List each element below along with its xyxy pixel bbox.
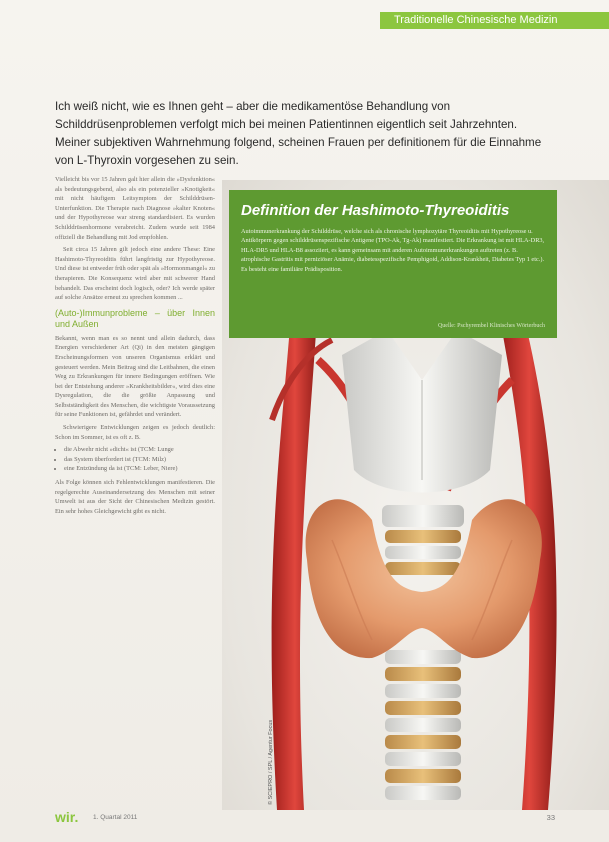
body-paragraph-3: Bekannt, wenn man es so nennt und allein dadurch, dass Energien verschiedener Art (Qi) in den meisten gängigen Erscheinungsformen von unseren Organismus erklärt und gesteuert werden. Mein Beitrag sind die Leitbahnen, die einen Weg zu Erkrankungen für innere Bedingungen eröffnen. Wie bei der Entstehung anderer »Krankheitsbilder«, wird dies eine Dysregulation, die die größte Anpassung und Selbstständigkeit des Menschen, die wichtigste Voraussetzung für seine Funktionen ist, gefährdet und verändert.	[55, 334, 215, 419]
definition-box	[229, 190, 557, 338]
page-footer	[55, 809, 555, 827]
definition-source: Quelle: Pschyrembel Klinisches Wörterbuch	[437, 323, 545, 329]
bullet-item: • eine Entzündung da ist (TCM: Leber, Niere)	[64, 464, 215, 474]
page-number: 33	[546, 813, 555, 822]
bullet-item: • die Abwehr nicht »dicht« ist (TCM: Lunge	[64, 445, 215, 455]
body-paragraph-4: Schwierigere Entwicklungen zeigen es jedoch deutlich: Schon im Sommer, ist es oft z. B.	[55, 424, 215, 441]
image-credit-text: © SCIEPRO / SPL / Agentur Focus	[268, 719, 274, 805]
issue-label: 1. Quartal 2011	[93, 814, 138, 821]
bullet-list	[55, 445, 215, 474]
body-paragraph-5: Als Folge können sich Fehlentwicklungen manifestieren. Die regelgerechte Auseinandersetzung des Menschen mit seiner Umwelt ist aus der Sicht der Chinesischen Medizin gestört. Ein sehr hohes Gleichgewicht gibt es nicht.	[55, 479, 215, 515]
body-paragraph-1: Vielleicht bis vor 15 Jahren galt hier allein die »Dysfunktion« als bedeutungsgebend, also als ein potenzieller »Knotigkeit« mit nicht häufigem Leitsymptom der Schilddrüsen-Unterfunktion. Die Therapie nach Diagnose »kalter Knoten« und der Hypothyreose war streng standardisiert. Es wurden Schilddrüsenhormone verabreicht. Zudem wurde seit 1984 offiziell die Behandlung mit Jod empfohlen.	[55, 176, 215, 241]
image-credit	[268, 695, 278, 805]
left-column	[55, 175, 215, 519]
definition-text: Autoimmunerkrankung der Schilddrüse, welche sich als chronische lymphozytäre Thyreoiditis mit Hypothyreose u. Antikörpern gegen schilddrüsenspezifische Antigene (TPO-Ak, Tg-Ak) manifestiert. Die Erkrankung ist mit HLA-DR3, HLA-DR5 und HLA-B8 assoziiert, es kann gemeinsam mit anderen Autoimmunerkrankungen auftreten (z. B. atrophische Gastritis mit perniziöser Anämie, diabetesspezifische Pemphigoid, Addison-Krankheit, Diabetes Typ 1 etc.). Es besteht eine familiäre Prädisposition.	[241, 228, 545, 273]
subheading: (Auto-)Immunprobleme – über Innen und Außen	[55, 307, 215, 329]
body-paragraph-2: Seit circa 15 Jahren gilt jedoch eine andere These: Eine Hashimoto-Thyreoiditis führt langfristig zur Hypothyreose. Und diese ist entweder früh oder spät als »Hormonmangel« zu therapieren. Die Konsequenz wird aber mit schwerer Hand behandelt. Das erscheint doch logisch, oder? Ich werde später auf solche Ansätze erneut zu sprechen kommen ...	[55, 246, 215, 302]
section-header: Traditionelle Chinesische Medizin	[380, 12, 609, 29]
definition-title: Definition der Hashimoto-Thyreoiditis	[241, 202, 510, 219]
trachea	[385, 530, 461, 800]
cricoid-cartilage	[382, 505, 464, 527]
lead-paragraph: Ich weiß nicht, wie es Ihnen geht – aber die medikamentöse Behandlung von Schilddrüsenproblemen verfolgt mich bei meinen Patientinnen eigentlich seit Jahrzehnten. Meiner subjektiven Wahrnehmung folgend, scheinen Frauen per definitionem für die Einnahme von L-Thyroxin vorgesehen zu sein.	[55, 100, 542, 167]
magazine-logo: wir.	[55, 809, 79, 825]
bullet-item: • das System überfordert ist (TCM: Milz)	[64, 455, 215, 465]
